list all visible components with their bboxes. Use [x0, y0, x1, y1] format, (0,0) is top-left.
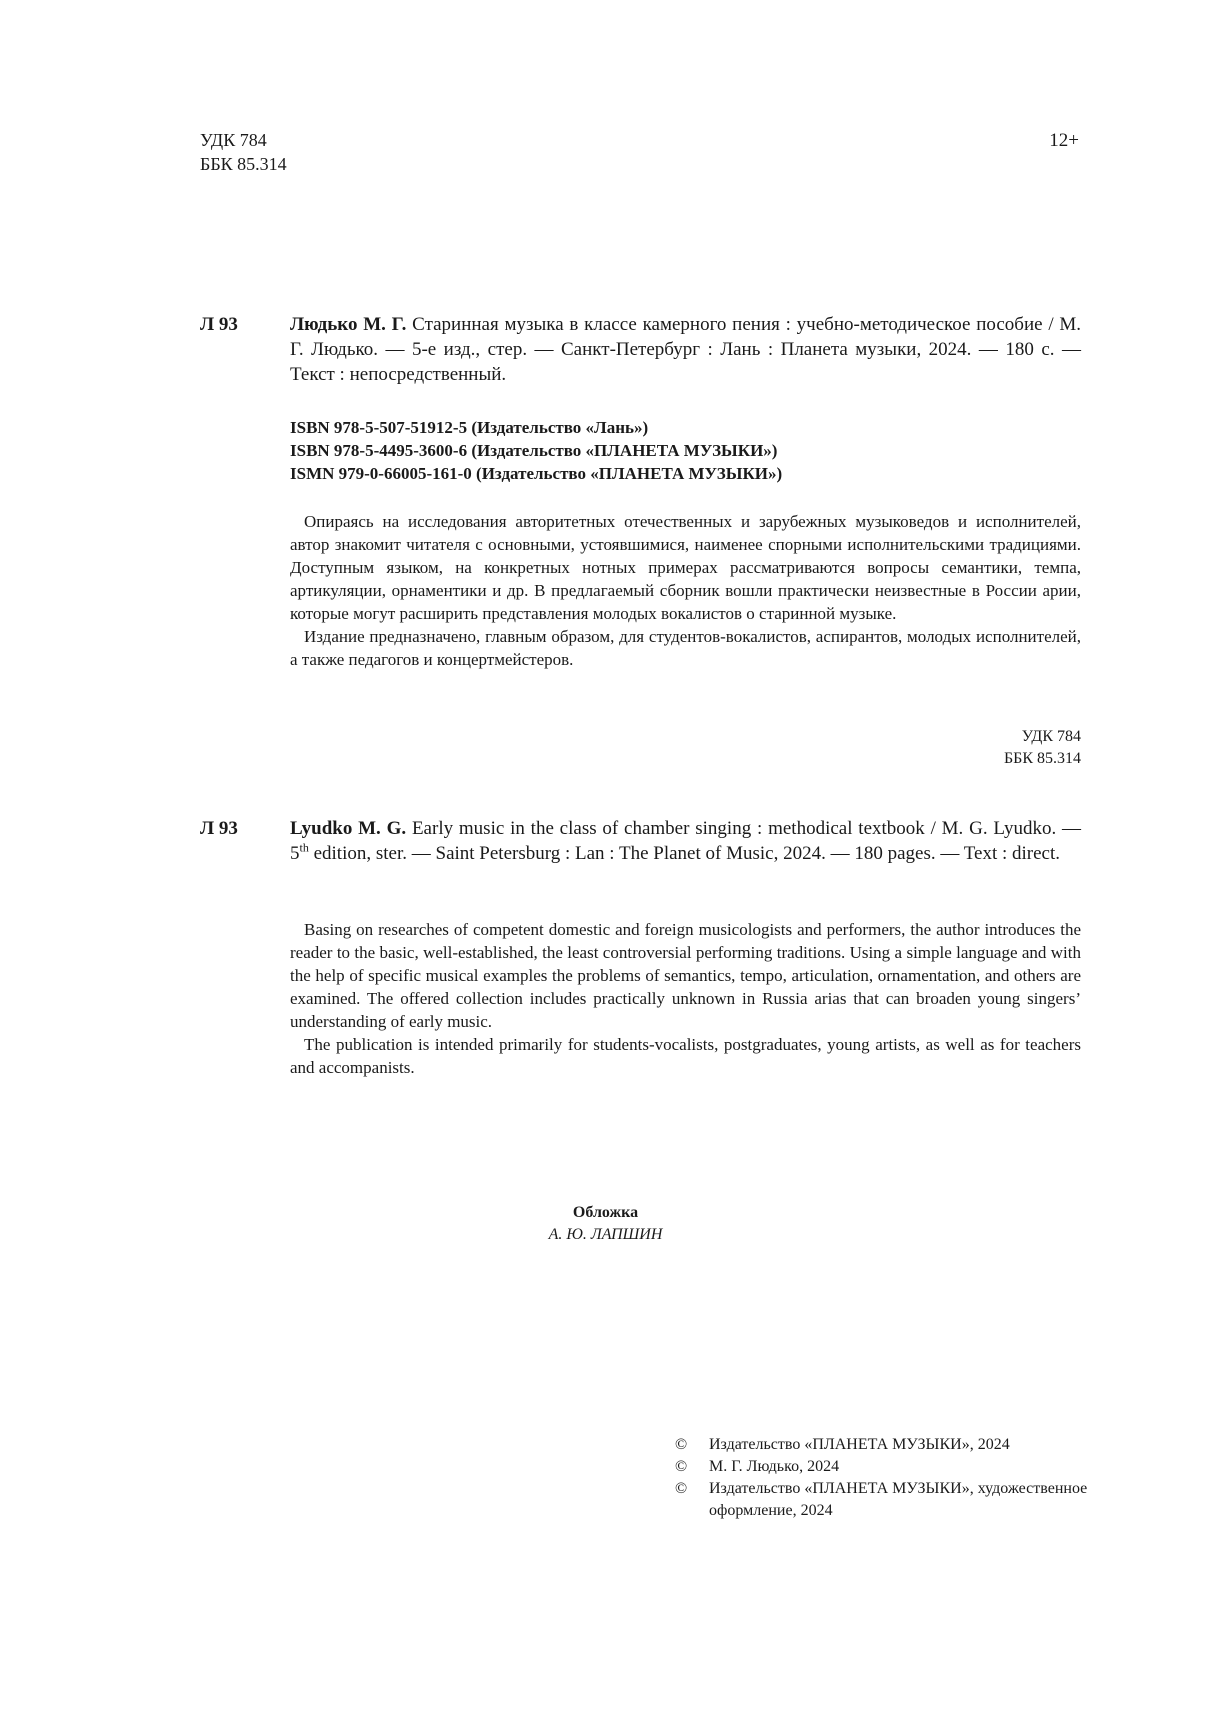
en-bibliographic-record — [290, 816, 1081, 866]
top-bbk: ББК 85.314 — [200, 154, 287, 174]
en-author-name: Lyudko M. G. — [290, 818, 407, 839]
age-rating: 12+ — [1049, 130, 1079, 151]
ru-author-name: Людько М. Г. — [290, 314, 407, 335]
bottom-bbk: ББК 85.314 — [1003, 750, 1081, 767]
cover-label: Обложка — [572, 1204, 639, 1221]
copyright-line — [675, 1456, 1095, 1478]
isbn-planeta: ISBN 978-5-4495-3600-6 (Издательство «ПЛАНЕТА МУЗЫКИ») — [290, 441, 778, 460]
en-abstract-paragraph-1: Basing on researches of competent domestic and foreign musicologists and performers, the author introduces the reader to the basic, well-established, the least controversial performing traditions. Using a simple language and with the help of specific musical examples the problems of semantics, tempo, articulation, ornamentation, and others are examined. The offered collection includes practically unknown in Russia arias that can broaden young singers’ understanding of early music. — [290, 920, 1081, 1031]
ru-bibliographic-text: Старинная музыка в классе камерного пения : учебно-методическое пособие / М. Г. Людько. — 5-е изд., стер. — Санкт-Петербург : Лань : Планета музыки, 2024. — 180 с. — Текст : непосредственный. — [290, 314, 1082, 385]
copyright-symbol: © — [675, 1458, 688, 1475]
en-edition-superscript: th — [299, 840, 309, 855]
copyright-text-1: Издательство «ПЛАНЕТА МУЗЫКИ», 2024 — [709, 1436, 1010, 1453]
copyright-block — [675, 1434, 1095, 1522]
bottom-classification — [1004, 726, 1081, 770]
en-bibliographic-text-2: edition, ster. — Saint Petersburg : Lan : The Planet of Music, 2024. — 180 pages. — Text : direct. — [308, 843, 1061, 864]
en-author-sign: Л 93 — [200, 818, 238, 839]
copyright-symbol: © — [675, 1480, 688, 1497]
ru-abstract-paragraph-1: Опираясь на исследования авторитетных отечественных и зарубежных музыковедов и исполнителей, автор знакомит читателя с основными, устоявшимися, наименее спорными исполнительскими традициями. Доступным языком, на конкретных нотных примерах рассматриваются вопросы семантики, темпа, артикуляции, орнаментики и др. В предлагаемый сборник вошли практически неизвестные в России арии, которые могут расширить представления молодых вокалистов о старинной музыке. — [290, 512, 1081, 623]
ru-author-sign: Л 93 — [200, 314, 238, 335]
isbn-lan: ISBN 978-5-507-51912-5 (Издательство «Лань») — [290, 418, 649, 437]
top-classification — [200, 128, 287, 176]
en-abstract-paragraph-2: The publication is intended primarily for students-vocalists, postgraduates, young artists, as well as for teachers and accompanists. — [290, 1035, 1081, 1077]
copyright-line — [675, 1434, 1095, 1456]
cover-designer: А. Ю. ЛАПШИН — [548, 1226, 663, 1243]
top-udk: УДК 784 — [200, 130, 267, 150]
ru-abstract-paragraph-2: Издание предназначено, главным образом, для студентов-вокалистов, аспирантов, молодых исполнителей, а также педагогов и концертмейстеров. — [290, 627, 1081, 669]
en-abstract — [290, 918, 1081, 1079]
ismn-planeta: ISMN 979-0-66005-161-0 (Издательство «ПЛАНЕТА МУЗЫКИ») — [290, 464, 783, 483]
ru-bibliographic-record — [290, 312, 1081, 387]
copyright-text-3: Издательство «ПЛАНЕТА МУЗЫКИ», художественное оформление, 2024 — [709, 1480, 1088, 1519]
ru-abstract — [290, 510, 1081, 671]
copyright-text-2: М. Г. Людько, 2024 — [709, 1458, 840, 1475]
bottom-udk: УДК 784 — [1021, 728, 1081, 745]
cover-credit — [0, 1202, 1211, 1246]
isbn-block — [290, 416, 1081, 485]
copyright-symbol: © — [675, 1436, 688, 1453]
en-bibliographic-text-1: Early music in the class of chamber singing : methodical textbook / M. G. Lyudko. — 5 — [290, 818, 1081, 864]
copyright-line — [675, 1478, 1095, 1522]
